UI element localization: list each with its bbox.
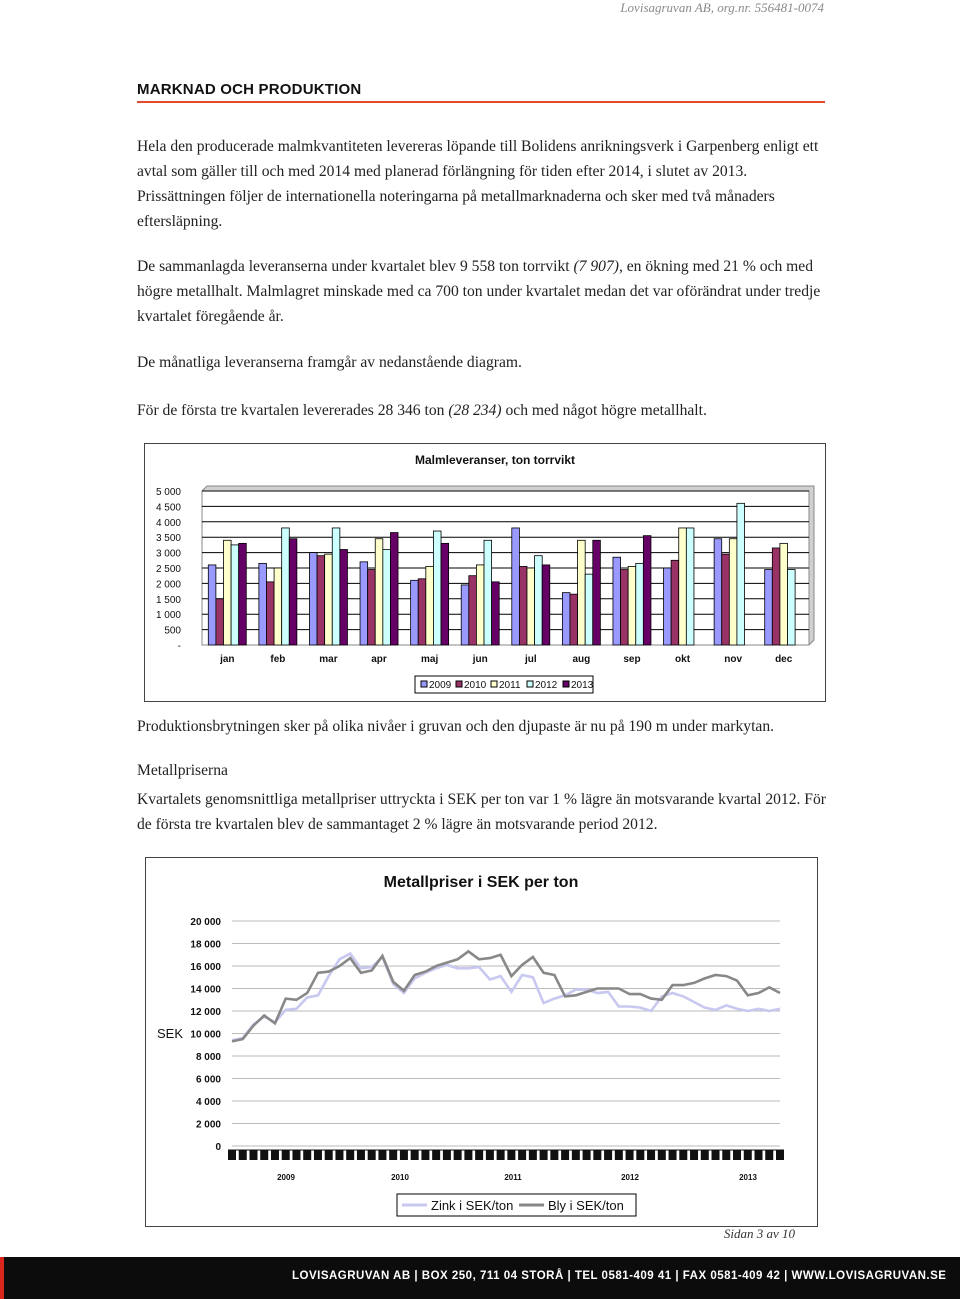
y-tick-label: 2 000	[195, 1119, 221, 1131]
x-axis-tick-block	[249, 1150, 257, 1160]
bar	[519, 566, 527, 645]
paragraph-metal-prices: Kvartalets genomsnittliga metallpriser uttryckta i SEK per ton var 1 % lägre än motsvarande kvartal 2012. För de första tre kvartalen blev de sammantaget 2 % lägre än motsvarande period 2012.	[137, 791, 826, 833]
y-tick-label: 16 000	[190, 962, 221, 973]
x-axis-tick-block	[722, 1150, 730, 1160]
legend-label: Zink i SEK/ton	[431, 1198, 514, 1213]
bar	[317, 556, 325, 645]
x-axis-tick-block	[679, 1150, 687, 1160]
bar	[535, 556, 543, 645]
x-axis-tick-block	[497, 1150, 505, 1160]
bar	[375, 539, 383, 645]
x-tick-label: apr	[371, 654, 387, 665]
bar	[585, 574, 593, 645]
x-axis-tick-block	[475, 1150, 483, 1160]
bar	[527, 568, 535, 645]
ore-deliveries-chart-svg	[145, 444, 825, 701]
metal-prices-chart	[145, 857, 818, 1227]
footer-contact-info: LOVISAGRUVAN AB | BOX 250, 711 04 STORÅ | TEL 0581-409 41 | FAX 0581-409 42 | WWW.LOVISAGRUVAN.SE	[292, 1270, 947, 1282]
x-tick-label: mar	[319, 654, 338, 665]
x-axis-tick-block	[733, 1150, 741, 1160]
chart-title: Malmleveranser, ton torrvikt	[414, 453, 576, 467]
y-tick-label: 0	[215, 1142, 221, 1153]
x-tick-label: nov	[724, 654, 743, 665]
bar	[426, 566, 434, 645]
bar	[239, 543, 247, 645]
bar	[208, 565, 216, 645]
y-tick-label: 3 000	[155, 548, 181, 560]
x-axis-tick-block	[282, 1150, 290, 1160]
bar	[671, 560, 679, 645]
x-axis-tick-block	[507, 1150, 515, 1160]
bar	[542, 565, 550, 645]
text-run: För de första tre kvartalen levererades 28 346 ton	[137, 402, 449, 419]
x-axis-tick-block	[647, 1150, 655, 1160]
bar	[476, 565, 484, 645]
bar	[562, 593, 570, 645]
x-axis-tick-block	[432, 1150, 440, 1160]
bar	[578, 540, 586, 645]
x-axis-tick-block	[615, 1150, 623, 1160]
x-axis-tick-block	[346, 1150, 354, 1160]
bar	[259, 563, 267, 645]
x-axis-tick-block	[335, 1150, 343, 1160]
x-axis-tick-block	[292, 1150, 300, 1160]
x-axis-tick-block	[636, 1150, 644, 1160]
bar	[390, 533, 398, 645]
x-axis-tick-block	[669, 1150, 677, 1160]
x-tick-label: feb	[270, 654, 286, 665]
x-axis-tick-block	[712, 1150, 720, 1160]
x-axis-tick-block	[561, 1150, 569, 1160]
bar	[383, 550, 391, 645]
y-tick-label: 2 000	[155, 579, 181, 591]
x-tick-label: 2009	[277, 1173, 295, 1182]
legend-label: 2013	[571, 680, 594, 691]
x-axis-tick-block	[454, 1150, 462, 1160]
y-tick-label: 1 500	[155, 594, 181, 606]
paragraph-delivery-agreement: Hela den producerade malmkvantiteten levereras löpande till Bolidens anrikningsverk i Garpenberg enligt ett avtal som gäller till och med 2014 med planerad förlängning för tiden efter 2014, i slutet av 2013. Prissättningen följer de internationella noteringarna på metallmarknaderna och sker med två månaders eftersläpning.	[137, 138, 819, 230]
document-header-reference: Lovisagruvan AB, org.nr. 556481-0074	[620, 0, 824, 15]
page-number: Sidan 3 av 10	[723, 1226, 795, 1241]
bar	[441, 543, 449, 645]
x-tick-label: dec	[775, 654, 793, 665]
bar	[772, 548, 780, 645]
paragraph-production-depth: Produktionsbrytningen sker på olika nivåer i gruvan och den djupaste är nu på 190 m under markytan.	[137, 718, 775, 735]
x-axis-tick-block	[518, 1150, 526, 1160]
bar	[266, 582, 274, 645]
x-axis-tick-block	[529, 1150, 537, 1160]
x-axis-tick-block	[357, 1150, 365, 1160]
x-axis-tick-block	[411, 1150, 419, 1160]
x-tick-label: jan	[220, 654, 235, 665]
x-axis-tick-block	[443, 1150, 451, 1160]
legend-swatch	[491, 681, 497, 687]
bar	[729, 539, 737, 645]
text-run: , en ökning med 21 % och med högre metallhalt. Malmlagret minskade med ca 700 ton under kvartalet medan det var oförändrat under tredje kvartalet föregående år.	[137, 258, 821, 325]
bar	[765, 570, 773, 645]
bar	[636, 563, 644, 645]
bar	[788, 570, 796, 645]
x-axis-tick-block	[765, 1150, 773, 1160]
x-axis-tick-block	[690, 1150, 698, 1160]
bar	[780, 543, 788, 645]
y-tick-label: 4 000	[195, 1097, 221, 1108]
legend-swatch	[527, 681, 533, 687]
text-run: och med något högre metallhalt.	[501, 402, 707, 419]
bar	[433, 531, 441, 645]
metal-prices-chart-svg	[146, 858, 817, 1226]
chart-title: Metallpriser i SEK per ton	[383, 874, 579, 891]
bar	[231, 545, 239, 645]
x-tick-label: 2012	[621, 1173, 639, 1182]
x-axis-tick-block	[368, 1150, 376, 1160]
x-axis-tick-block	[593, 1150, 601, 1160]
bar	[512, 528, 520, 645]
x-axis-tick-block	[540, 1150, 548, 1160]
y-tick-label: 10 000	[190, 1029, 221, 1041]
text-run: De sammanlagda leveranserna under kvartalet blev 9 558 ton torrvikt	[137, 258, 574, 275]
bar	[628, 566, 636, 645]
x-axis-tick-block	[271, 1150, 279, 1160]
bar	[223, 540, 231, 645]
x-axis-tick-block	[572, 1150, 580, 1160]
x-axis-tick-block	[604, 1150, 612, 1160]
text-run-italic: (7 907)	[573, 258, 619, 275]
y-tick-label: 500	[164, 625, 181, 637]
x-tick-label: sep	[623, 654, 641, 665]
bar	[289, 539, 297, 645]
y-tick-label: 2 500	[155, 564, 181, 575]
bar	[309, 553, 317, 645]
x-tick-label: maj	[421, 654, 439, 665]
x-axis-tick-block	[701, 1150, 709, 1160]
bar	[368, 570, 376, 645]
x-tick-label: okt	[675, 654, 691, 665]
x-tick-label: 2010	[391, 1173, 409, 1182]
bar	[686, 528, 694, 645]
x-tick-label: jul	[524, 654, 537, 665]
x-tick-label: 2013	[739, 1173, 757, 1182]
bar	[411, 580, 419, 645]
bar	[216, 599, 224, 645]
bar	[325, 554, 333, 645]
x-axis-tick-block	[583, 1150, 591, 1160]
x-axis-tick-block	[228, 1150, 236, 1160]
bar	[593, 540, 601, 645]
y-tick-label: 8 000	[195, 1052, 221, 1063]
bar	[722, 554, 730, 645]
legend-swatch	[421, 681, 427, 687]
legend-label: 2009	[429, 680, 452, 691]
y-tick-label: 4 000	[155, 517, 181, 529]
bar	[737, 503, 745, 645]
metal-prices-heading: Metallpriserna	[137, 762, 228, 779]
x-axis-tick-block	[378, 1150, 386, 1160]
x-axis-tick-block	[626, 1150, 634, 1160]
section-divider	[137, 101, 825, 103]
x-axis-tick-block	[400, 1150, 408, 1160]
y-axis-label: SEK	[157, 1026, 184, 1041]
paragraph-monthly-intro: De månatliga leveranserna framgår av nedanstående diagram.	[137, 354, 522, 371]
bar	[274, 568, 282, 645]
legend-label: 2012	[535, 680, 558, 691]
y-tick-label: -	[177, 641, 181, 652]
x-axis-tick-block	[303, 1150, 311, 1160]
legend-swatch	[456, 681, 462, 687]
bar	[621, 570, 629, 645]
section-title: MARKNAD OCH PRODUKTION	[137, 81, 362, 98]
bar	[418, 579, 426, 645]
x-axis-tick-block	[389, 1150, 397, 1160]
legend-label: Bly i SEK/ton	[548, 1198, 624, 1213]
ore-deliveries-chart	[144, 443, 826, 702]
y-tick-label: 1 000	[155, 610, 181, 622]
bar	[340, 550, 348, 645]
bar	[469, 576, 477, 645]
x-tick-label: jun	[472, 654, 488, 665]
x-axis-tick-block	[776, 1150, 784, 1160]
x-axis-tick-block	[755, 1150, 763, 1160]
bar	[461, 585, 469, 645]
y-tick-label: 20 000	[190, 917, 221, 928]
x-axis-tick-block	[550, 1150, 558, 1160]
bar	[484, 540, 492, 645]
x-axis-tick-block	[486, 1150, 494, 1160]
paragraph-quarter-deliveries	[137, 254, 827, 329]
bar	[492, 582, 500, 645]
x-tick-label: aug	[572, 654, 591, 665]
bar	[360, 562, 368, 645]
bar	[643, 536, 651, 645]
legend-label: 2010	[464, 680, 487, 691]
y-tick-label: 3 500	[155, 533, 181, 545]
y-tick-label: 12 000	[190, 1007, 221, 1018]
y-tick-label: 4 500	[155, 502, 181, 514]
x-axis-tick-block	[464, 1150, 472, 1160]
paragraph-nine-months	[137, 398, 827, 423]
bar	[664, 568, 672, 645]
y-tick-label: 6 000	[195, 1074, 221, 1086]
text-run-italic: (28 234)	[448, 402, 502, 419]
y-tick-label: 18 000	[190, 939, 221, 951]
bar	[570, 594, 578, 645]
x-tick-label: 2011	[504, 1173, 522, 1182]
x-axis-tick-block	[325, 1150, 333, 1160]
y-tick-label: 5 000	[155, 487, 181, 498]
x-axis-tick-block	[314, 1150, 322, 1160]
bar	[613, 557, 621, 645]
footer-accent	[0, 1257, 4, 1299]
bar	[332, 528, 340, 645]
y-tick-label: 14 000	[190, 984, 221, 996]
x-axis-tick-block	[658, 1150, 666, 1160]
legend-label: 2011	[499, 680, 521, 691]
bar	[679, 528, 687, 645]
bar	[714, 539, 722, 645]
x-axis-tick-block	[239, 1150, 247, 1160]
footer-bar	[0, 1257, 960, 1299]
x-axis-tick-block	[744, 1150, 752, 1160]
x-axis-tick-block	[421, 1150, 429, 1160]
bar	[282, 528, 290, 645]
legend-swatch	[563, 681, 569, 687]
x-axis-tick-block	[260, 1150, 268, 1160]
